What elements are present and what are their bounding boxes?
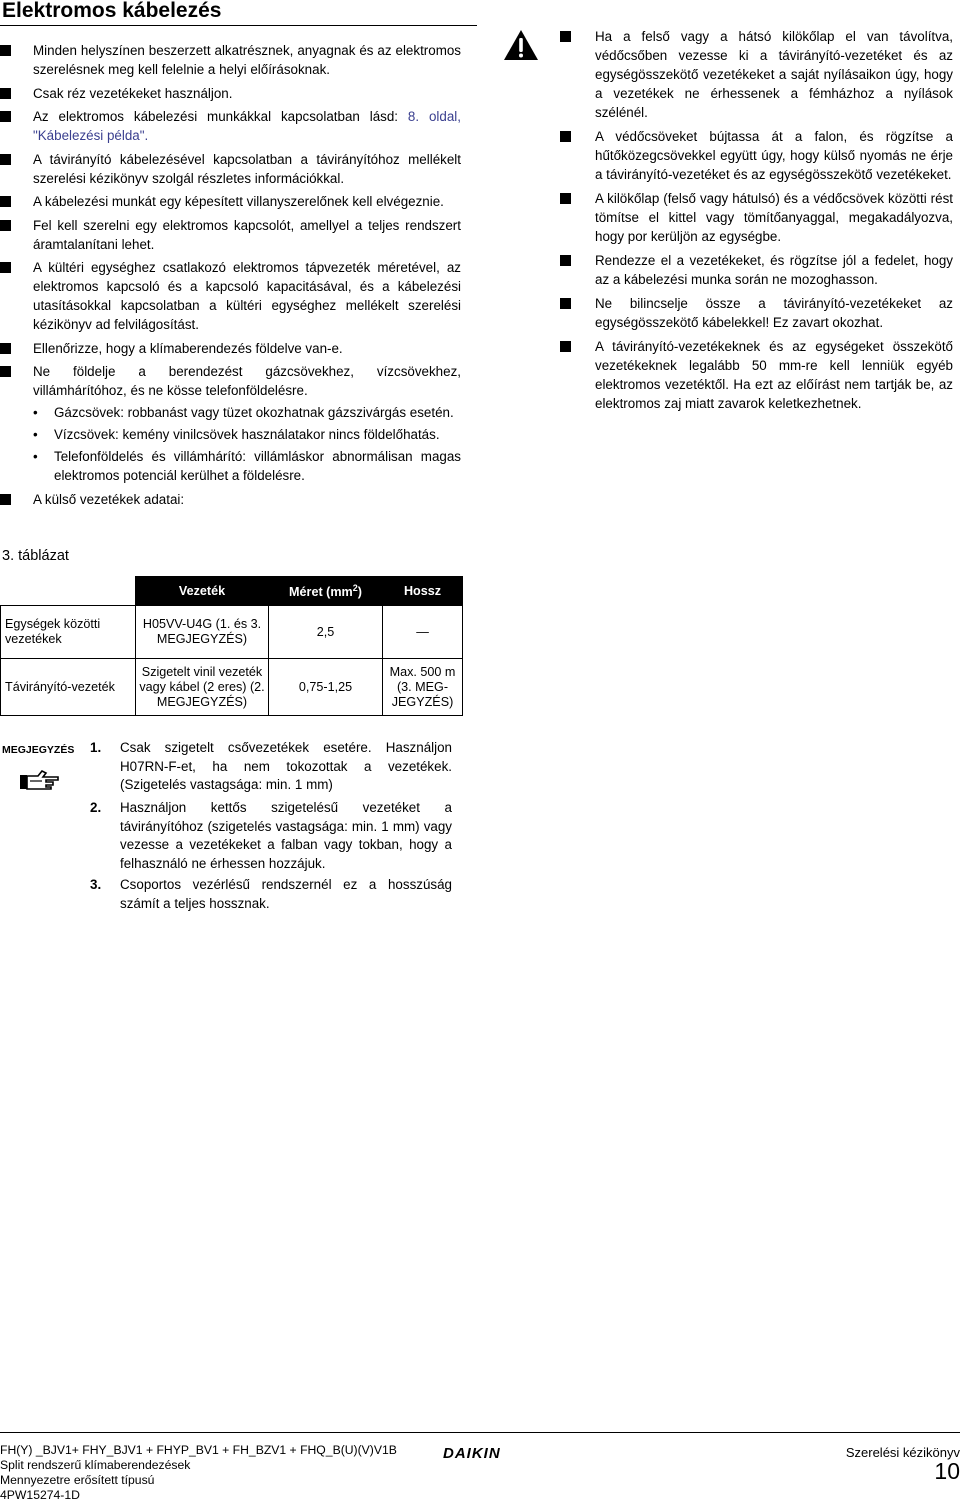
note-number: 3. — [90, 877, 102, 892]
cell-wire: Szigetelt vinil vezeték vagy kábel (2 eres) (2. MEGJEGYZÉS) — [136, 659, 269, 716]
cell-length: Max. 500 m (3. MEG-JEGYZÉS) — [383, 659, 463, 716]
cell-wire: H05VV-U4G (1. és 3. MEGJEGYZÉS) — [136, 606, 269, 659]
list-item: A kilökőlap (felső vagy hátulsó) és a védőcsövek közötti rést tömítse el kittel vagy tömítőanyaggal, megakadályozva, hogy por kerüljön az egységbe. — [560, 189, 953, 246]
daikin-logo: DAIKIN — [443, 1445, 501, 1462]
footer-info — [0, 1443, 397, 1501]
note-item — [90, 799, 452, 873]
wiring-table — [0, 576, 463, 716]
page-title: Elektromos kábelezés — [2, 0, 222, 22]
column-header-wire: Vezeték — [136, 577, 269, 606]
table-row — [1, 606, 463, 659]
footer-product-type: Mennyezetre erősített típusú — [0, 1473, 155, 1487]
footer-product-line: Split rendszerű klímaberendezések — [0, 1458, 191, 1472]
row-label: Távirányító-vezeték — [1, 659, 136, 716]
notes-label: MEGJEGYZÉS — [2, 744, 75, 756]
list-item: Ha a felső vagy a hátsó kilökőlap el van távolítva, védőcsőben vezesse ki a távirányító-vezetéket és az egységösszekötő vezetékeket a saját nyílásaikon úgy, hogy a vezetékek ne érhessenek a fémházhoz a nyílások szélénél. — [560, 27, 953, 122]
footer-doc-id: 4PW15274-1D — [0, 1488, 80, 1501]
table-row — [1, 659, 463, 716]
table-caption: 3. táblázat — [2, 548, 69, 564]
list-item: Minden helyszínen beszerzett alkatrésznek, anyagnak és az elektromos szerelésnek meg kell felelnie a helyi előírásoknak. — [0, 41, 461, 79]
list-item: A távirányító-vezetékeknek és az egységeket összekötő vezetékeknek legalább 50 mm-re kell lenniük egyéb elektromos vezetéktől. Ha ezt az előírást nem tartják be, az elektromos zaj miatt zavarok keletkezhetnek. — [560, 337, 953, 413]
list-item: A védőcsöveket bújtassa át a falon, és rögzítse a hűtőközegcsövekkel együtt úgy, hogy külső nyomás ne érje a távirányító-vezetéket és az egységösszekötő vezetékeket. — [560, 127, 953, 184]
note-number: 2. — [90, 800, 102, 815]
row-label: Egységek közötti vezetékek — [1, 606, 136, 659]
pointing-hand-icon — [18, 765, 60, 791]
title-rule — [0, 25, 477, 26]
list-item: Rendezze el a vezetékeket, és rögzítse jól a fedelet, hogy az a kábelezési munka során ne mozoghasson. — [560, 251, 953, 289]
list-item: A külső vezetékek adatai: — [0, 490, 461, 509]
cell-length: — — [383, 606, 463, 659]
column-header-length: Hossz — [383, 577, 463, 606]
list-item-grounding — [0, 362, 461, 485]
cell-size: 0,75-1,25 — [269, 659, 383, 716]
list-item: A kültéri egységhez csatlakozó elektromos tápvezeték méretével, az elektromos kapcsoló és a kapcsoló kapacitásával, és a kábelezési utasításokkal kapcsolatban a kültéri egységhez mellékelt szerelési kézikönyv ad felvilágosítást. — [0, 258, 461, 334]
note-number: 1. — [90, 740, 102, 755]
grounding-text: Ne földelje a berendezést gázcsövekhez, vízcsövekhez, villámhárítóhoz, és ne kösse telefonföldelésre. — [33, 364, 461, 398]
table-corner-cell — [1, 577, 136, 606]
right-column — [560, 27, 953, 418]
column-header-size: Méret $(mm^2)$ — [269, 577, 383, 606]
page-number: 10 — [934, 1458, 960, 1484]
note-text: Csoportos vezérlésű rendszernél ez a hosszúság számít a teljes hossznak. — [120, 877, 452, 911]
page-reference-link[interactable]: 8. oldal, "Kábelezési példa". — [33, 109, 461, 143]
footer-rule — [0, 1432, 960, 1433]
note-item — [90, 739, 452, 795]
note-item — [90, 876, 452, 913]
list-item: Ellenőrizze, hogy a klímaberendezés földelve van-e. — [0, 339, 461, 358]
table-header-row — [1, 577, 463, 606]
sub-list-item: • Telefonföldelés és villámhárító: villámláskor abnormálisan magas elektromos potenciál kerülhet a földelésre. — [33, 447, 461, 485]
cell-size: 2,5 — [269, 606, 383, 659]
left-column — [0, 41, 461, 513]
sub-list-item: • Vízcsövek: kemény vinilcsövek használatakor nincs földelőhatás. — [33, 425, 461, 444]
note-text: Használjon kettős szigetelésű vezetéket a távirányítóhoz (szigetelés vastagsága: min. 1 mm) vagy vezesse a vezetékeket a falban vagy tokban, hogy a felhasználó ne érhessen hozzájuk. — [120, 800, 452, 871]
list-item: A kábelezési munkát egy képesített villanyszerelőnek kell elvégeznie. — [0, 192, 461, 211]
footer-models: FH(Y) _BJV1+ FHY_BJV1 + FHYP_BV1 + FH_BZV1 + FHQ_B(U)(V)V1B — [0, 1443, 397, 1457]
sub-list-item: • Gázcsövek: robbanást vagy tüzet okozhatnak gázszivárgás esetén. — [33, 403, 461, 422]
warning-icon — [503, 29, 539, 61]
list-item: Fel kell szerelni egy elektromos kapcsolót, amellyel a teljes rendszert áramtalanítani lehet. — [0, 216, 461, 254]
list-item: A távirányító kábelezésével kapcsolatban a távirányítóhoz mellékelt szerelési kézikönyv szolgál részletes információkkal. — [0, 150, 461, 188]
list-item-reference — [0, 107, 461, 145]
reference-text: Az elektromos kábelezési munkákkal kapcsolatban lásd: — [33, 109, 408, 124]
list-item: Ne bilincselje össze a távirányító-vezetékeket az egységösszekötő kábelekkel! Ez zavart okozhat. — [560, 294, 953, 332]
note-text: Csak szigetelt csővezetékek esetére. Használjon H07RN-F-et, ha nem tokozottak a vezetékek. (Szigetelés vastagsága: min. 1 mm) — [120, 740, 452, 792]
list-item: Csak réz vezetékeket használjon. — [0, 84, 461, 103]
footer-manual-title: Szerelési kézikönyv — [845, 1445, 960, 1460]
